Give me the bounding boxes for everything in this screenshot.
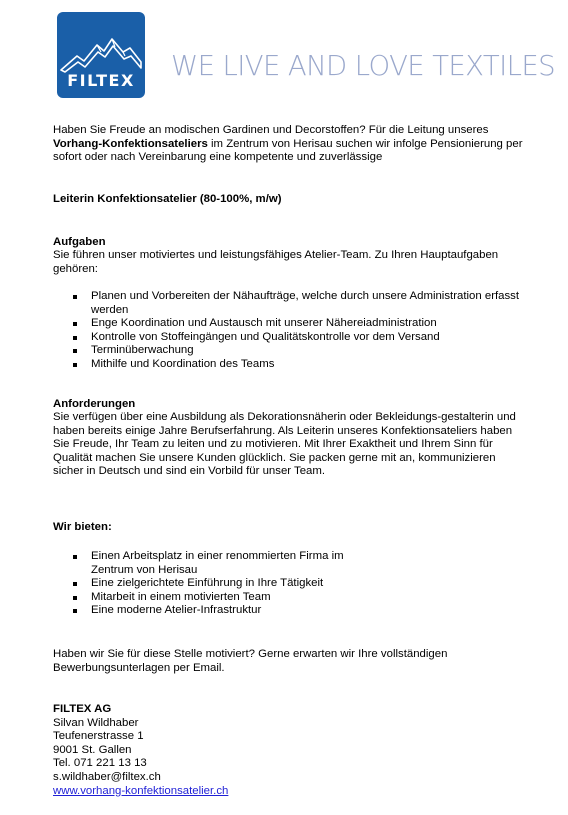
bullet-icon: [73, 295, 77, 299]
bullet-icon: [73, 322, 77, 326]
tagline: WE LIVE AND LOVE TEXTILES: [171, 50, 555, 82]
list-item-text: Mithilfe und Koordination des Teams: [91, 357, 275, 370]
list-item-text: Enge Koordination und Austausch mit unserer Nähereiadministration: [91, 317, 437, 330]
closing-text: Haben wir Sie für diese Stelle motiviert? Gerne erwarten wir Ihre vollständigen Bewerbungsunterlagen per Email.: [53, 648, 448, 674]
filtex-logo: [57, 12, 145, 98]
list-item: [53, 358, 523, 372]
list-item-text: Mitarbeit in einem motivierten Team: [91, 590, 271, 603]
bullet-icon: [73, 363, 77, 367]
list-item: [53, 317, 523, 331]
contact-street: Teufenerstrasse 1: [53, 730, 144, 743]
offer-list: [53, 550, 523, 618]
contact-name: Silvan Wildhaber: [53, 716, 139, 729]
bullet-icon: [73, 349, 77, 353]
list-item-text: Einen Arbeitsplatz in einer renommierten Firma im Zentrum von Herisau: [91, 550, 344, 576]
intro-text-2: im Zentrum von Herisau suchen wir infolge Pensionierung per sofort oder nach Vereinbarung eine kompetente und zuverlässige: [53, 137, 523, 164]
offer-heading: Wir bieten:: [53, 521, 112, 533]
contact-city: 9001 St. Gallen: [53, 743, 132, 756]
bullet-icon: [73, 582, 77, 586]
list-item: [53, 331, 523, 345]
tasks-list: [53, 290, 523, 372]
list-item: [53, 591, 523, 605]
tasks-text: Sie führen unser motiviertes und leistungsfähiges Atelier-Team. Zu Ihren Hauptaufgaben gehören:: [53, 249, 499, 275]
company-name: FILTEX AG: [53, 703, 112, 715]
list-item-text: Eine zielgerichtete Einführung in Ihre Tätigkeit: [91, 577, 324, 590]
list-item-text: Planen und Vorbereiten der Nähaufträge, welche durch unsere Administration erfasst werden: [91, 290, 520, 316]
list-item: [53, 550, 523, 577]
bullet-icon: [73, 336, 77, 340]
list-item: [53, 604, 523, 618]
intro-paragraph: [53, 124, 523, 165]
job-title: Leiterin Konfektionsatelier (80-100%, m/w): [53, 193, 282, 205]
list-item: [53, 290, 523, 317]
intro-text-1: Haben Sie Freude an modischen Gardinen und Decorstoffen? Für die Leitung unseres: [53, 124, 489, 136]
contact-block: [53, 703, 523, 798]
requirements-heading: Anforderungen: [53, 398, 136, 410]
intro-bold: Vorhang-Konfektionsateliers: [53, 137, 208, 150]
bullet-icon: [73, 596, 77, 600]
list-item-text: Kontrolle von Stoffeingängen und Qualitätskontrolle vor dem Versand: [91, 330, 440, 343]
bullet-icon: [73, 609, 77, 613]
contact-phone: Tel. 071 221 13 13: [53, 757, 147, 770]
requirements-text: Sie verfügen über eine Ausbildung als Dekorationsnäherin oder Bekleidungs-gestalterin und haben bereits einige Jahre Berufserfahrung. Als Leiterin unseres Konfektionsateliers haben Sie Freude, Ihr Team zu leiten und zu motivieren. Mit Ihrer Exaktheit und Ihrem Sinn für Qualität machen Sie unsere Kunden glücklich. Sie packen gerne mit an, kommunizieren sicher in Deutsch und sind ein Vorbild für unser Team.: [53, 411, 516, 478]
logo-wordmark: FILTEX: [67, 71, 135, 90]
list-item-text: Eine moderne Atelier-Infrastruktur: [91, 604, 262, 617]
website-link[interactable]: www.vorhang-konfektionsatelier.ch: [53, 784, 229, 797]
list-item-text: Terminüberwachung: [91, 344, 194, 357]
list-item: [53, 344, 523, 358]
tasks-heading: Aufgaben: [53, 236, 106, 248]
list-item: [53, 577, 523, 591]
bullet-icon: [73, 555, 77, 559]
contact-email: s.wildhaber@filtex.ch: [53, 770, 161, 783]
